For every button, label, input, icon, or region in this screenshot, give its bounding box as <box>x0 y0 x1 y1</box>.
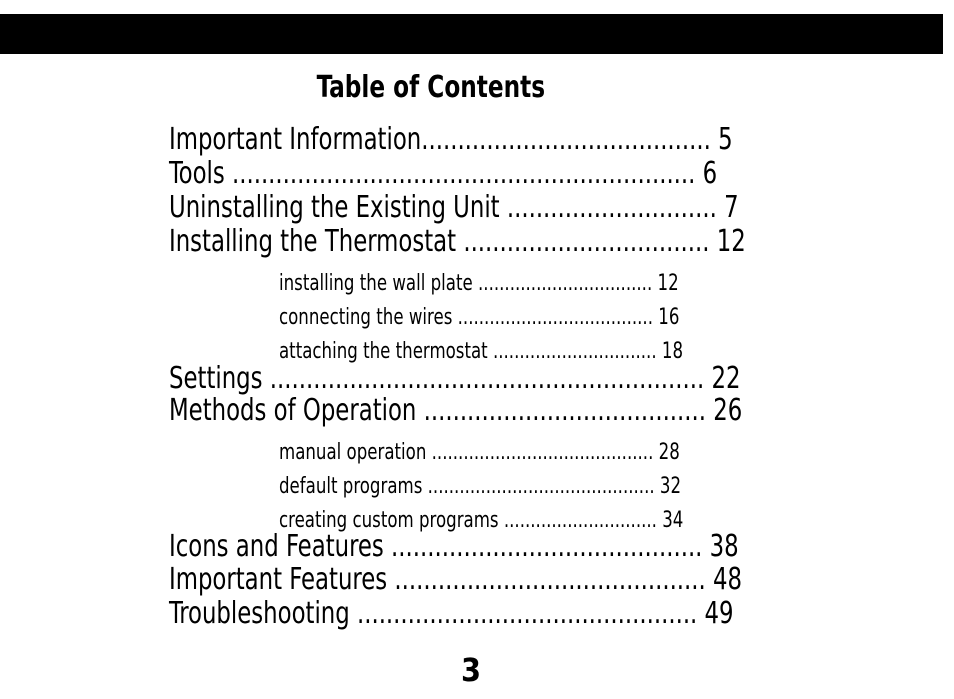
page-number: 3 <box>460 651 482 689</box>
toc-subentry-manual-operation: manual operation .......................................... 28 <box>279 440 680 465</box>
toc-subentry-installing-wall-plate: installing the wall plate ................................. 12 <box>279 271 679 296</box>
toc-entry-settings: Settings ............................................................ 22 <box>169 361 741 396</box>
toc-subentry-connecting-wires: connecting the wires ..................................... 16 <box>279 305 680 330</box>
toc-entry-important-features: Important Features ........................................... 48 <box>169 562 743 597</box>
toc-entry-installing-thermostat: Installing the Thermostat .................................. 12 <box>169 224 746 259</box>
header-bar <box>0 14 943 54</box>
toc-subentry-default-programs: default programs ........................................... 32 <box>279 474 682 499</box>
toc-entry-troubleshooting: Troubleshooting ............................................... 49 <box>169 596 734 631</box>
page-title: Table of Contents <box>316 70 546 105</box>
toc-subentry-creating-custom-programs: creating custom programs ............................. 34 <box>279 508 684 533</box>
toc-entry-important-information: Important Information........................................ 5 <box>169 122 733 157</box>
toc-entry-tools: Tools ................................................................ 6 <box>169 156 718 191</box>
toc-entry-methods-of-operation: Methods of Operation ....................................... 26 <box>169 393 743 428</box>
toc-entry-icons-and-features: Icons and Features ........................................... 38 <box>169 529 739 564</box>
toc-subentry-attaching-thermostat: attaching the thermostat ............................... 18 <box>279 339 684 364</box>
toc-entry-uninstalling-existing-unit: Uninstalling the Existing Unit ............................. 7 <box>169 190 739 225</box>
